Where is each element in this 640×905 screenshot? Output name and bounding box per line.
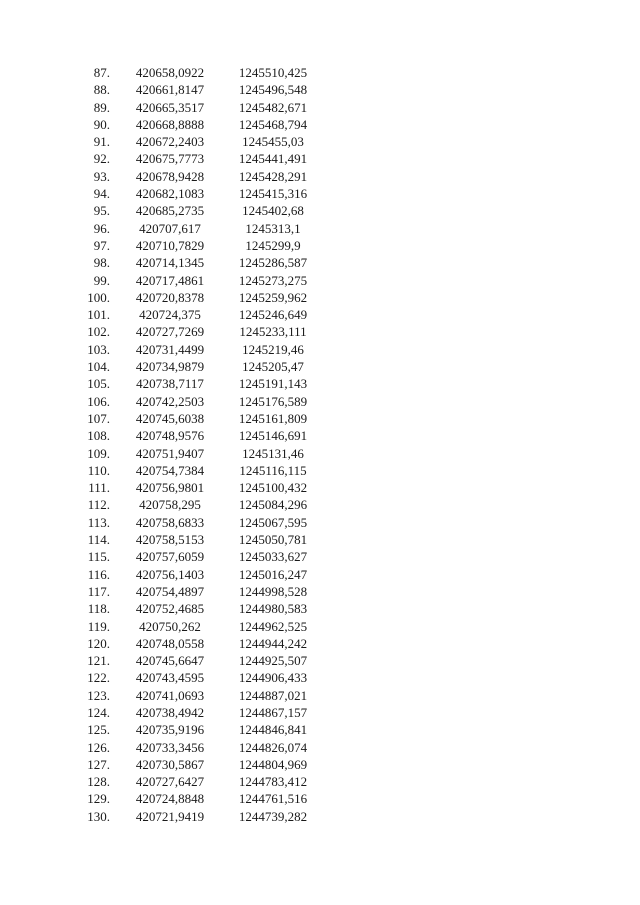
row-number: 117.: [87, 583, 110, 599]
x-coordinate: 420727,7269: [135, 324, 205, 340]
row-number: 124.: [87, 704, 110, 720]
table-row: [60, 721, 316, 738]
table-row: [60, 358, 316, 375]
y-coordinate: 1245033,627: [238, 549, 308, 565]
coordinate-table: [60, 64, 316, 825]
table-row: [60, 116, 316, 133]
row-number: 119.: [87, 618, 110, 634]
row-number: 92.: [93, 151, 110, 167]
table-row: [60, 150, 316, 167]
table-row: [60, 393, 316, 410]
x-coordinate: 420751,9407: [135, 445, 205, 461]
y-coordinate: 1245468,794: [238, 116, 308, 132]
row-number: 115.: [87, 549, 110, 565]
y-coordinate: 1245246,649: [238, 307, 308, 323]
x-coordinate: 420682,1083: [135, 186, 205, 202]
x-coordinate: 420748,0558: [135, 635, 205, 651]
table-row: [60, 600, 316, 617]
table-row: [60, 237, 316, 254]
y-coordinate: 1244783,412: [238, 774, 308, 790]
row-number: 88.: [93, 82, 110, 98]
x-coordinate: 420661,8147: [135, 82, 205, 98]
y-coordinate: 1245482,671: [238, 99, 308, 115]
x-coordinate: 420707,617: [139, 220, 201, 236]
table-row: [60, 306, 316, 323]
x-coordinate: 420743,4595: [135, 670, 205, 686]
y-coordinate: 1245286,587: [238, 255, 308, 271]
row-number: 116.: [87, 566, 110, 582]
row-number: 96.: [93, 220, 110, 236]
table-row: [60, 704, 316, 721]
row-number: 103.: [87, 341, 110, 357]
table-row: [60, 566, 316, 583]
x-coordinate: 420741,0693: [135, 687, 205, 703]
y-coordinate: 1245402,68: [242, 203, 304, 219]
x-coordinate: 420717,4861: [135, 272, 205, 288]
table-row: [60, 756, 316, 773]
row-number: 110.: [87, 462, 110, 478]
row-number: 129.: [87, 791, 110, 807]
table-row: [60, 445, 316, 462]
row-number: 93.: [93, 168, 110, 184]
x-coordinate: 420756,9801: [135, 480, 205, 496]
row-number: 118.: [87, 601, 110, 617]
y-coordinate: 1245496,548: [238, 82, 308, 98]
x-coordinate: 420720,8378: [135, 289, 205, 305]
row-number: 112.: [87, 497, 110, 513]
row-number: 101.: [87, 307, 110, 323]
y-coordinate: 1245273,275: [238, 272, 308, 288]
row-number: 105.: [87, 376, 110, 392]
x-coordinate: 420754,7384: [135, 462, 205, 478]
table-row: [60, 185, 316, 202]
x-coordinate: 420721,9419: [135, 808, 205, 824]
x-coordinate: 420738,7117: [136, 376, 204, 392]
y-coordinate: 1245146,691: [238, 428, 308, 444]
row-number: 97.: [93, 237, 110, 253]
x-coordinate: 420733,3456: [135, 739, 205, 755]
row-number: 127.: [87, 756, 110, 772]
y-coordinate: 1245191,143: [238, 376, 308, 392]
table-row: [60, 341, 316, 358]
coordinate-table-body: [60, 64, 316, 825]
y-coordinate: 1244846,841: [238, 722, 308, 738]
row-number: 98.: [93, 255, 110, 271]
x-coordinate: 420714,1345: [135, 255, 205, 271]
table-row: [60, 635, 316, 652]
x-coordinate: 420734,9879: [135, 359, 205, 375]
y-coordinate: 1244925,507: [238, 653, 308, 669]
x-coordinate: 420758,5153: [135, 532, 205, 548]
x-coordinate: 420668,8888: [135, 116, 205, 132]
row-number: 113.: [87, 514, 110, 530]
table-row: [60, 514, 316, 531]
table-row: [60, 739, 316, 756]
x-coordinate: 420735,9196: [135, 722, 205, 738]
table-row: [60, 427, 316, 444]
row-number: 114.: [87, 532, 110, 548]
x-coordinate: 420678,9428: [135, 168, 205, 184]
table-row: [60, 496, 316, 513]
row-number: 130.: [87, 808, 110, 824]
x-coordinate: 420731,4499: [135, 341, 205, 357]
y-coordinate: 1245313,1: [245, 220, 301, 236]
table-row: [60, 254, 316, 271]
y-coordinate: 1245176,589: [238, 393, 308, 409]
row-number: 107.: [87, 410, 110, 426]
y-coordinate: 1244998,528: [238, 583, 308, 599]
y-coordinate: 1244739,282: [238, 808, 308, 824]
x-coordinate: 420752,4685: [135, 601, 205, 617]
table-row: [60, 81, 316, 98]
y-coordinate: 1245131,46: [242, 445, 304, 461]
table-row: [60, 410, 316, 427]
row-number: 94.: [93, 186, 110, 202]
y-coordinate: 1245510,425: [238, 65, 308, 80]
x-coordinate: 420758,295: [139, 497, 201, 513]
x-coordinate: 420727,6427: [135, 774, 205, 790]
table-row: [60, 289, 316, 306]
x-coordinate: 420665,3517: [135, 99, 205, 115]
y-coordinate: 1244906,433: [238, 670, 308, 686]
table-row: [60, 652, 316, 669]
y-coordinate: 1244761,516: [238, 791, 308, 807]
row-number: 95.: [93, 203, 110, 219]
table-row: [60, 375, 316, 392]
x-coordinate: 420724,8848: [135, 791, 205, 807]
y-coordinate: 1245050,781: [238, 532, 308, 548]
table-row: [60, 808, 316, 825]
row-number: 90.: [93, 116, 110, 132]
table-row: [60, 790, 316, 807]
table-row: [60, 168, 316, 185]
x-coordinate: 420757,6059: [135, 549, 205, 565]
x-coordinate: 420745,6647: [135, 653, 205, 669]
row-number: 111.: [88, 480, 110, 496]
table-row: [60, 202, 316, 219]
y-coordinate: 1245259,962: [238, 289, 308, 305]
y-coordinate: 1244826,074: [238, 739, 308, 755]
x-coordinate: 420738,4942: [135, 704, 205, 720]
row-number: 99.: [93, 272, 110, 288]
table-row: [60, 64, 316, 81]
row-number: 106.: [87, 393, 110, 409]
table-row: [60, 479, 316, 496]
y-coordinate: 1245233,111: [239, 324, 307, 340]
y-coordinate: 1244804,969: [238, 756, 308, 772]
y-coordinate: 1244867,157: [238, 704, 308, 720]
row-number: 123.: [87, 687, 110, 703]
y-coordinate: 1245116,115: [239, 462, 307, 478]
y-coordinate: 1245455,03: [242, 134, 304, 150]
row-number: 104.: [87, 359, 110, 375]
table-row: [60, 323, 316, 340]
y-coordinate: 1245084,296: [238, 497, 308, 513]
x-coordinate: 420750,262: [139, 618, 201, 634]
y-coordinate: 1244887,021: [238, 687, 308, 703]
y-coordinate: 1245428,291: [238, 168, 308, 184]
row-number: 109.: [87, 445, 110, 461]
table-row: [60, 462, 316, 479]
x-coordinate: 420724,375: [139, 307, 201, 323]
x-coordinate: 420748,9576: [135, 428, 205, 444]
y-coordinate: 1245415,316: [238, 186, 308, 202]
x-coordinate: 420754,4897: [135, 583, 205, 599]
x-coordinate: 420672,2403: [135, 134, 205, 150]
row-number: 125.: [87, 722, 110, 738]
y-coordinate: 1245441,491: [238, 151, 308, 167]
row-number: 120.: [87, 635, 110, 651]
row-number: 100.: [87, 289, 110, 305]
y-coordinate: 1245299,9: [245, 237, 301, 253]
row-number: 87.: [93, 65, 110, 80]
x-coordinate: 420710,7829: [135, 237, 205, 253]
x-coordinate: 420758,6833: [135, 514, 205, 530]
table-row: [60, 583, 316, 600]
y-coordinate: 1244944,242: [238, 635, 308, 651]
y-coordinate: 1245067,595: [238, 514, 308, 530]
y-coordinate: 1245219,46: [242, 341, 304, 357]
x-coordinate: 420730,5867: [135, 756, 205, 772]
table-row: [60, 272, 316, 289]
x-coordinate: 420685,2735: [135, 203, 205, 219]
row-number: 108.: [87, 428, 110, 444]
y-coordinate: 1244980,583: [238, 601, 308, 617]
table-row: [60, 99, 316, 116]
y-coordinate: 1245161,809: [238, 410, 308, 426]
x-coordinate: 420675,7773: [135, 151, 205, 167]
x-coordinate: 420756,1403: [135, 566, 205, 582]
table-row: [60, 687, 316, 704]
y-coordinate: 1245100,432: [238, 480, 308, 496]
table-row: [60, 669, 316, 686]
table-row: [60, 548, 316, 565]
row-number: 102.: [87, 324, 110, 340]
y-coordinate: 1245205,47: [242, 359, 304, 375]
row-number: 91.: [93, 134, 110, 150]
table-row: [60, 773, 316, 790]
row-number: 89.: [93, 99, 110, 115]
table-row: [60, 220, 316, 237]
x-coordinate: 420745,6038: [135, 410, 205, 426]
row-number: 128.: [87, 774, 110, 790]
table-row: [60, 133, 316, 150]
row-number: 121.: [87, 653, 110, 669]
x-coordinate: 420742,2503: [135, 393, 205, 409]
table-row: [60, 618, 316, 635]
y-coordinate: 1244962,525: [238, 618, 308, 634]
x-coordinate: 420658,0922: [135, 65, 205, 80]
table-row: [60, 531, 316, 548]
row-number: 126.: [87, 739, 110, 755]
row-number: 122.: [87, 670, 110, 686]
y-coordinate: 1245016,247: [238, 566, 308, 582]
